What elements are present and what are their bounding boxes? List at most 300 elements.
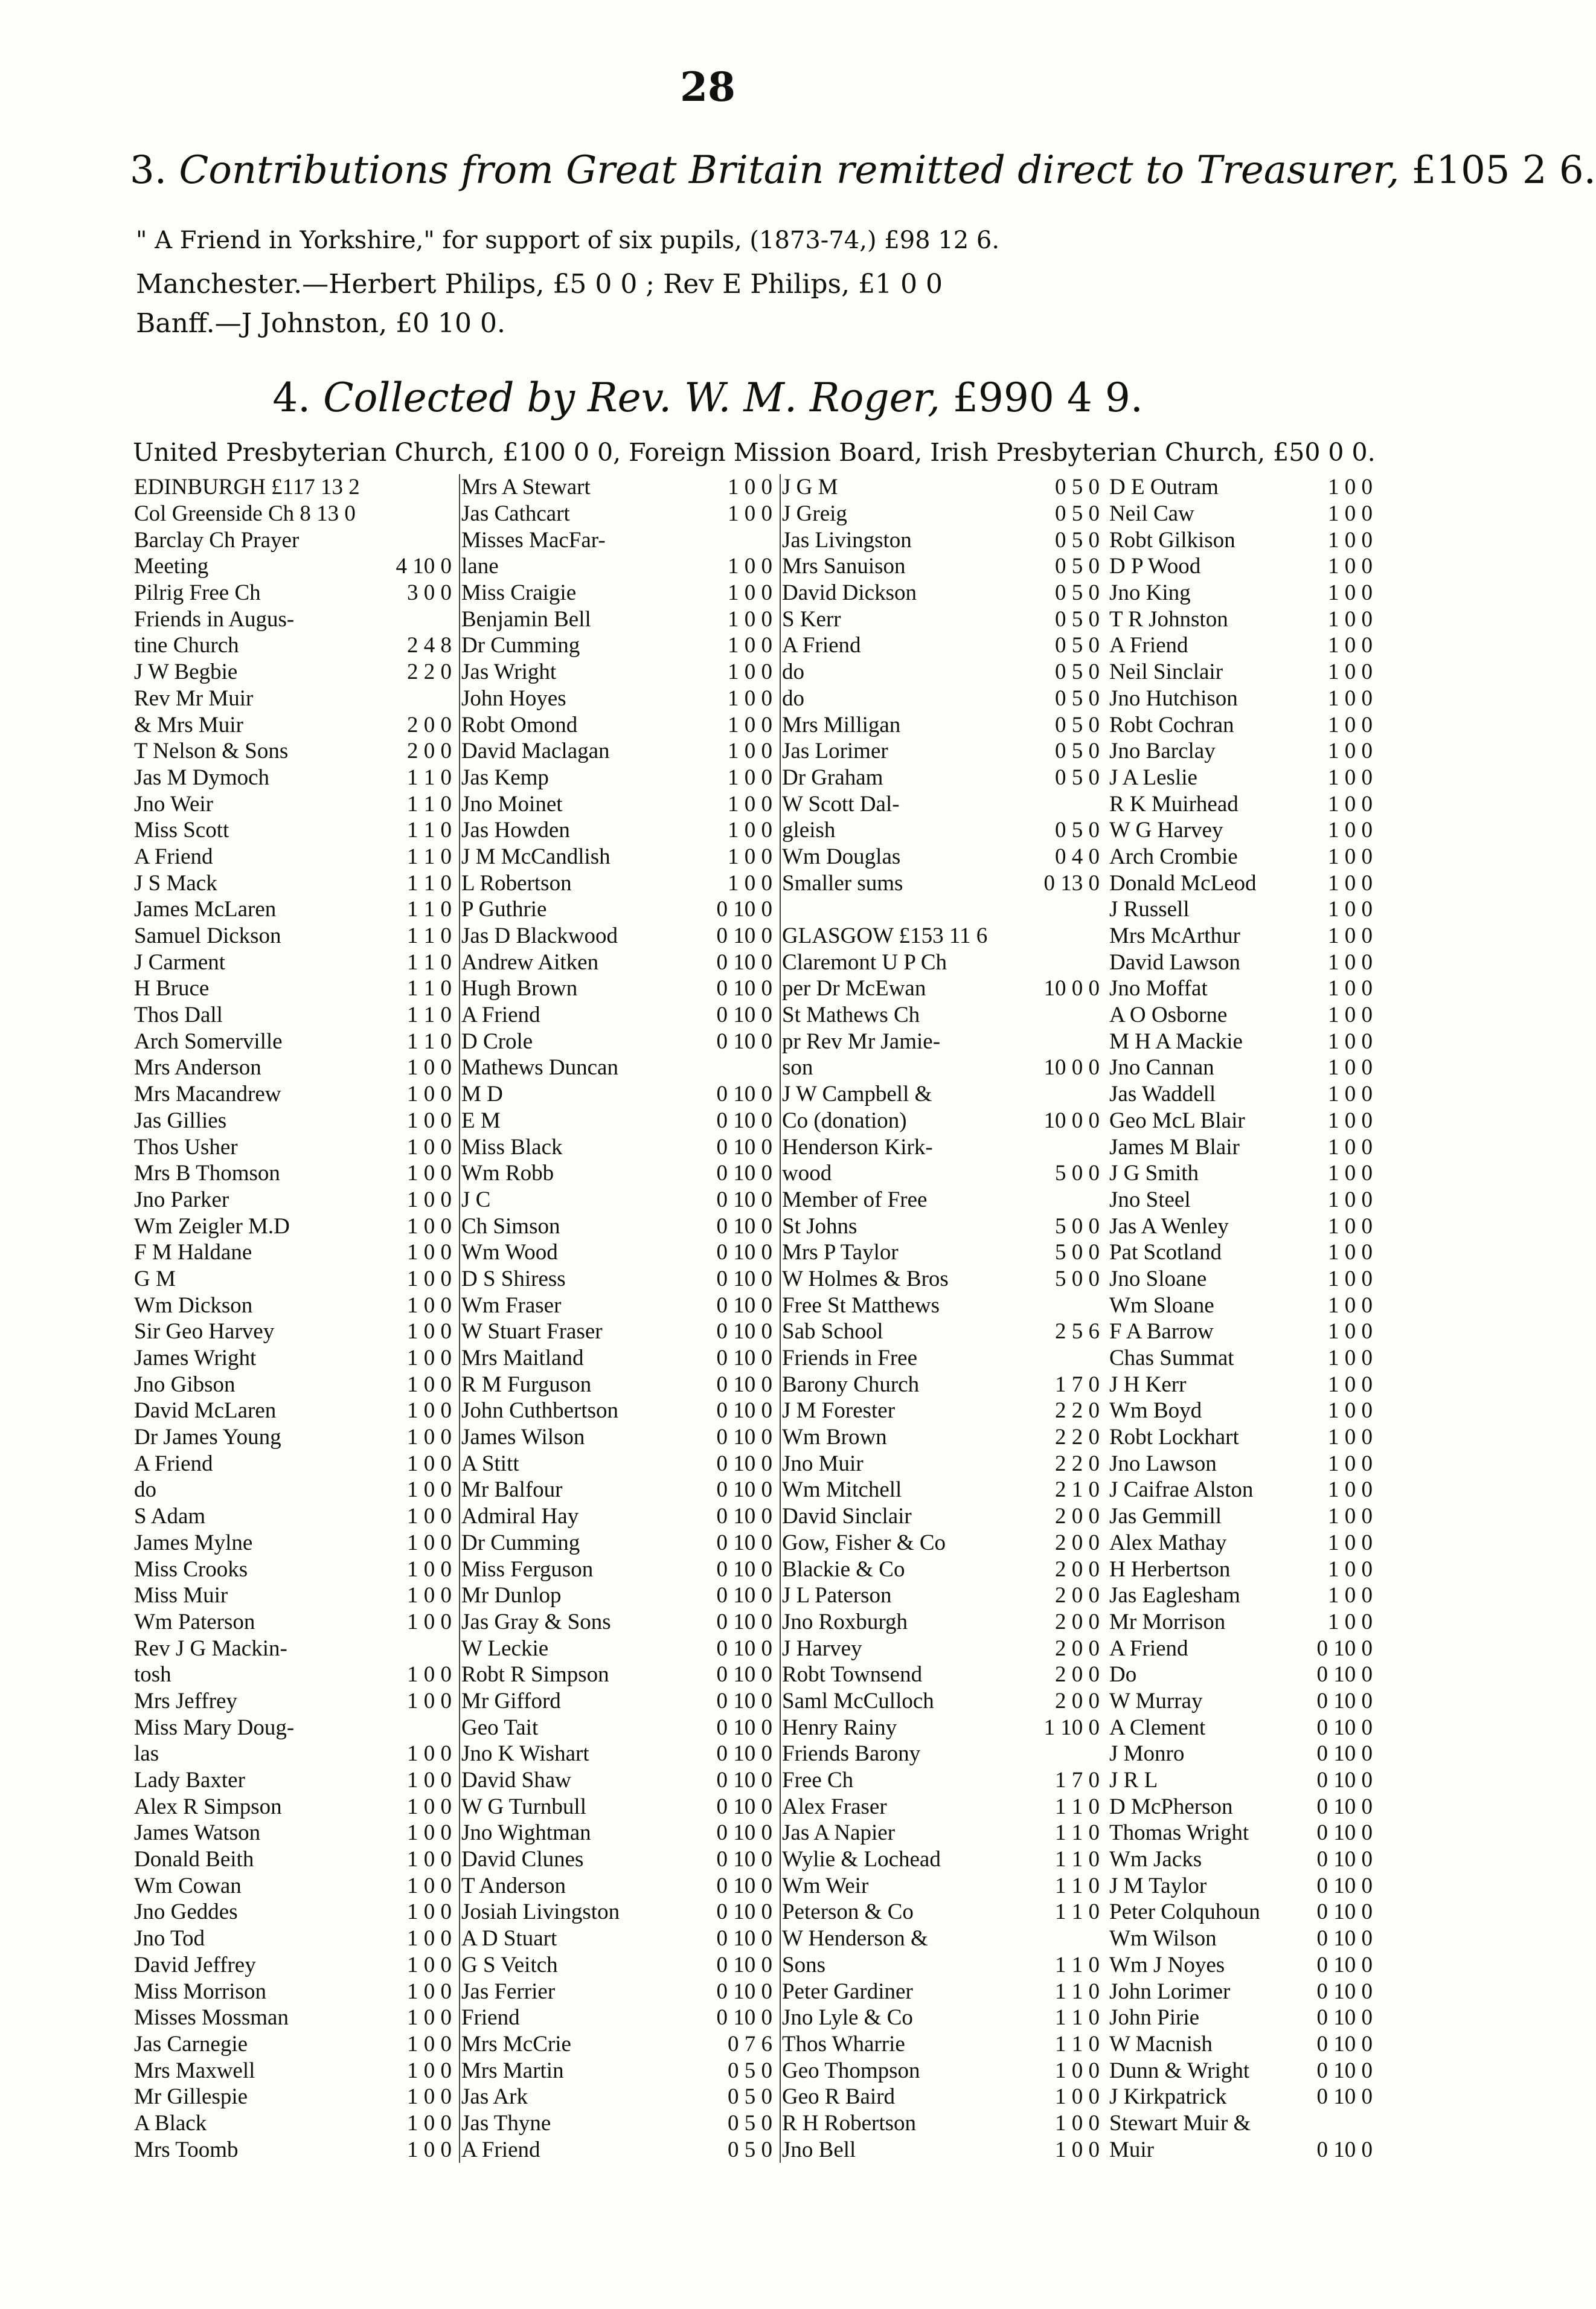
- subscription-amount: 1 0 0: [407, 1134, 452, 1160]
- subscriber-name: Wm Zeigler M.D: [134, 1213, 290, 1239]
- subscriber-entry: [134, 870, 459, 896]
- subscriber-name: J Carment: [134, 949, 226, 975]
- subscription-amount: 1 0 0: [1328, 475, 1373, 500]
- subscription-amount: 0 5 0: [1055, 633, 1100, 658]
- subscriber-name: Friend: [461, 2005, 520, 2031]
- subscriber-entry: [461, 1213, 780, 1239]
- subscriber-name: Mrs A Stewart: [461, 475, 591, 500]
- subscriber-entry: [134, 923, 459, 949]
- subscription-amount: 0 10 0: [716, 1003, 772, 1028]
- subscriber-name: do: [134, 1477, 156, 1503]
- subscription-amount: 0 10 0: [1316, 1688, 1373, 1713]
- subscriber-name: Jno Roxburgh: [782, 1609, 908, 1634]
- subscriber-entry: [461, 1767, 780, 1794]
- subscriber-entry: [782, 1925, 1107, 1952]
- subscriber-entry: [1109, 2031, 1380, 2058]
- subscriber-name: Barony Church: [782, 1372, 920, 1397]
- subscription-amount: 1 0 0: [407, 1346, 452, 1371]
- subscription-amount: 0 5 0: [728, 2084, 772, 2110]
- subscriber-entry: [134, 1635, 459, 1662]
- subscriber-entry: [461, 870, 780, 896]
- subscriber-name: J H Kerr: [1109, 1372, 1187, 1397]
- subscriber-entry: [1109, 1925, 1380, 1952]
- subscription-amount: 3 0 0: [407, 580, 452, 606]
- subscription-amount: 0 10 0: [1316, 2137, 1373, 2162]
- subscriber-name: Jas D Blackwood: [461, 923, 618, 949]
- subscriber-name: Jno K Wishart: [461, 1741, 589, 1767]
- subscriber-name: J Caifrae Alston: [1109, 1477, 1254, 1503]
- subscriber-name: Samuel Dickson: [134, 923, 281, 949]
- subscriber-name: St Mathews Ch: [782, 1003, 920, 1028]
- subscription-amount: 2 0 0: [407, 712, 452, 737]
- subscriber-name: Neil Caw: [1109, 501, 1194, 527]
- subscriber-entry: [1109, 1450, 1380, 1477]
- subscriber-entry: [461, 1318, 780, 1345]
- subscriber-name: Dr Cumming: [461, 633, 580, 658]
- subscriber-entry: [782, 1741, 1107, 1767]
- subscriber-entry: [1109, 1292, 1380, 1318]
- subscriber-name: Mr Balfour: [461, 1477, 563, 1503]
- subscriber-name: Jno Moffat: [1109, 976, 1208, 1001]
- subscriber-entry: [782, 1872, 1107, 1899]
- subscriber-name: David McLaren: [134, 1398, 277, 1424]
- subscriber-entry: [461, 1134, 780, 1160]
- subscriber-name: Thos Usher: [134, 1134, 238, 1160]
- subscriber-entry: [461, 2136, 780, 2163]
- subscriber-name: W Henderson &: [782, 1926, 928, 1951]
- subscription-amount: 0 10 0: [716, 976, 772, 1001]
- subscriber-name: J G Smith: [1109, 1161, 1199, 1186]
- subscriber-entry: [461, 2005, 780, 2031]
- subscriber-entry: [1109, 1213, 1380, 1239]
- subscriber-name: Miss Muir: [134, 1583, 228, 1608]
- subscription-amount: 1 0 0: [1328, 949, 1373, 975]
- subscriber-name: Wm Jacks: [1109, 1847, 1202, 1872]
- subscriber-name: Alex Fraser: [782, 1794, 887, 1819]
- subscriber-name: Smaller sums: [782, 870, 903, 896]
- subscription-amount: 1 0 0: [1055, 2137, 1100, 2162]
- subscriber-entry: [134, 2005, 459, 2031]
- subscription-amount: 2 0 0: [1055, 1636, 1100, 1661]
- subscription-amount: 1 0 0: [407, 1900, 452, 1925]
- subscriber-entry: [1109, 1081, 1380, 1108]
- subscriber-name: Henry Rainy: [782, 1715, 897, 1740]
- subscription-amount: 2 0 0: [1055, 1609, 1100, 1634]
- subscriber-name: Dr James Young: [134, 1425, 281, 1450]
- subscription-amount: 0 10 0: [1316, 1636, 1373, 1661]
- subscriber-name: Wm Brown: [782, 1425, 887, 1450]
- subscriber-entry: [461, 2057, 780, 2084]
- subscriber-name: Barclay Ch Prayer: [134, 527, 300, 553]
- subscriber-entry: [134, 2110, 459, 2137]
- subscription-amount: 0 5 0: [1055, 739, 1100, 764]
- subscriber-entry: [1109, 923, 1380, 949]
- subscriber-entry: [134, 791, 459, 817]
- subscriber-name: Mrs Martin: [461, 2058, 564, 2083]
- subscriber-entry: [782, 686, 1107, 712]
- subscription-amount: 1 0 0: [407, 1768, 452, 1793]
- subscriber-entry: [1109, 632, 1380, 659]
- section-3-amount: £105 2 6.: [1411, 148, 1596, 193]
- subscriber-name: Peter Gardiner: [782, 1979, 913, 2004]
- subscriber-entry: [1109, 1477, 1380, 1503]
- subscriber-name: & Mrs Muir: [134, 712, 243, 737]
- subscriber-name: A Friend: [461, 1003, 540, 1028]
- subscriber-entry: [782, 632, 1107, 659]
- subscriber-entry: [782, 711, 1107, 738]
- subscriber-name: Wm Weir: [782, 1873, 869, 1898]
- subscription-amount: 1 1 0: [1055, 2031, 1100, 2057]
- subscriber-entry: [1109, 1318, 1380, 1345]
- subscription-amount: 0 10 0: [1316, 1768, 1373, 1793]
- subscriber-name: Co (donation): [782, 1108, 907, 1133]
- subscription-amount: 1 0 0: [1328, 1134, 1373, 1160]
- subscriber-name: Alex Mathay: [1109, 1530, 1227, 1555]
- subscription-amount: 0 10 0: [716, 1372, 772, 1397]
- subscriber-entry: [1109, 844, 1380, 870]
- subscription-amount: 1 0 0: [407, 1293, 452, 1318]
- subscription-amount: 2 0 0: [1055, 1583, 1100, 1608]
- subscription-amount: 5 0 0: [1055, 1240, 1100, 1265]
- subscriber-entry: [461, 527, 780, 553]
- subscriber-entry: [134, 659, 459, 686]
- subscriber-entry: [134, 501, 459, 527]
- subscriber-entry: [461, 1503, 780, 1530]
- subscriber-name: Josiah Livingston: [461, 1900, 620, 1925]
- subscription-amount: 0 10 0: [716, 1900, 772, 1925]
- subscription-amount: 1 0 0: [407, 1873, 452, 1898]
- subscriber-entry: [1109, 1609, 1380, 1636]
- subscriber-entry: [1109, 1108, 1380, 1134]
- subscriber-name: St Johns: [782, 1213, 857, 1239]
- subscriber-name: Sons: [782, 1952, 825, 1977]
- subscriber-name: son: [782, 1055, 813, 1081]
- subscriber-entry: [134, 949, 459, 975]
- subscriber-name: Henderson Kirk-: [782, 1134, 933, 1160]
- subscription-amount: 1 0 0: [728, 660, 772, 685]
- subscriber-name: Mrs McArthur: [1109, 923, 1240, 949]
- subscriber-entry: [134, 2136, 459, 2163]
- subscriber-entry: [1109, 1266, 1380, 1293]
- subscription-amount: 0 10 0: [716, 1293, 772, 1318]
- subscriber-entry: [782, 1635, 1107, 1662]
- subscription-amount: 1 0 0: [1328, 1372, 1373, 1397]
- subscriber-entry: [782, 923, 1107, 949]
- subscription-amount: 1 0 0: [407, 1504, 452, 1529]
- subscriber-entry: [461, 1266, 780, 1293]
- subscriber-name: Dr Graham: [782, 765, 883, 790]
- subscription-amount: 0 10 0: [716, 949, 772, 975]
- subscription-amount: 1 0 0: [407, 1688, 452, 1713]
- subscriber-entry: [461, 1662, 780, 1688]
- subscriber-name: J W Campbell &: [782, 1082, 932, 1107]
- subscriber-entry: [461, 1292, 780, 1318]
- subscriber-entry: [461, 1556, 780, 1582]
- subscriber-entry: [134, 1371, 459, 1398]
- subscription-amount: 1 0 0: [1328, 1161, 1373, 1186]
- subscription-amount: 1 0 0: [728, 580, 772, 606]
- subscriber-name: Robt Cochran: [1109, 712, 1234, 737]
- subscriber-name: lane: [461, 554, 499, 579]
- subscriber-name: Arch Somerville: [134, 1029, 283, 1054]
- subscriber-name: Mr Morrison: [1109, 1609, 1226, 1634]
- subscriber-name: Wm Dickson: [134, 1293, 253, 1318]
- subscription-amount: 0 10 0: [716, 1926, 772, 1951]
- subscription-amount: 1 1 0: [407, 1003, 452, 1028]
- section-4-heading: [0, 374, 1415, 421]
- subscriber-name: Friends Barony: [782, 1741, 921, 1767]
- subscription-amount: 1 0 0: [407, 1926, 452, 1951]
- subscriber-name: Wm Robb: [461, 1161, 554, 1186]
- subscriber-name: A Friend: [134, 1451, 213, 1476]
- subscription-amount: 1 0 0: [1328, 1029, 1373, 1054]
- subscription-amount: 1 0 0: [407, 1240, 452, 1265]
- subscriber-name: Wm Wilson: [1109, 1926, 1217, 1951]
- subscriber-entry: [134, 817, 459, 844]
- subscriber-entry: [134, 1398, 459, 1424]
- subscription-amount: 1 0 0: [407, 1820, 452, 1846]
- subscriber-entry: [782, 870, 1107, 896]
- subscriber-name: Alex R Simpson: [134, 1794, 282, 1819]
- subscription-amount: 1 1 0: [407, 976, 452, 1001]
- subscriber-name: Meeting: [134, 554, 209, 579]
- section-3-title: Contributions from Great Britain remitted direct to Treasurer,: [179, 148, 1400, 193]
- subscriber-entry: [782, 1952, 1107, 1979]
- subscriber-entry: [461, 975, 780, 1002]
- subscriber-entry: [782, 1820, 1107, 1846]
- subscriber-entry: [782, 1556, 1107, 1582]
- subscription-amount: 0 5 0: [1055, 712, 1100, 737]
- subscriber-entry: [134, 1925, 459, 1952]
- subscriber-entry: [134, 2031, 459, 2058]
- subscription-amount: 1 1 0: [407, 844, 452, 869]
- subscriber-name: H Herbertson: [1109, 1556, 1231, 1582]
- subscription-amount: 1 0 0: [1328, 818, 1373, 843]
- subscriber-entry: [1109, 1635, 1380, 1662]
- subscriber-name: Col Greenside Ch 8 13 0: [134, 501, 356, 527]
- subscriber-name: Robt Lockhart: [1109, 1425, 1239, 1450]
- subscription-amount: 0 10 0: [1316, 2005, 1373, 2031]
- subscriber-entry: [1109, 2136, 1380, 2163]
- subscriber-entry: [1109, 975, 1380, 1002]
- subscription-amount: 0 10 0: [716, 1873, 772, 1898]
- subscription-amount: 5 0 0: [1055, 1213, 1100, 1239]
- subscription-amount: 0 10 0: [1316, 1873, 1373, 1898]
- subscription-amount: 0 10 0: [716, 1398, 772, 1424]
- subscriber-entry: [461, 501, 780, 527]
- subscriber-entry: [782, 1767, 1107, 1794]
- subscription-amount: 1 0 0: [407, 2031, 452, 2057]
- subscription-amount: 1 0 0: [1328, 1451, 1373, 1476]
- subscriber-entry: [461, 1872, 780, 1899]
- subscription-amount: 1 0 0: [407, 1583, 452, 1608]
- subscription-amount: 1 1 0: [407, 1029, 452, 1054]
- subscriber-name: Jno Wightman: [461, 1820, 591, 1846]
- subscriber-column-2: [461, 474, 781, 2163]
- subscriber-name: David Dickson: [782, 580, 917, 606]
- subscriber-entry: [134, 1688, 459, 1715]
- subscriber-entry: [461, 711, 780, 738]
- subscription-amount: 1 0 0: [1328, 606, 1373, 632]
- subscriber-name: Jas Kemp: [461, 765, 549, 790]
- subscription-amount: 0 10 0: [716, 2005, 772, 2031]
- page-number: 28: [680, 63, 736, 111]
- subscription-amount: 0 10 0: [716, 923, 772, 949]
- section-4-title: Collected by Rev. W. M. Roger,: [323, 374, 940, 421]
- subscriber-entry: [1109, 474, 1380, 501]
- subscriber-entry: [134, 580, 459, 606]
- subscriber-name: John Pirie: [1109, 2005, 1200, 2031]
- subscription-amount: 1 0 0: [407, 1662, 452, 1688]
- subscriber-name: Hugh Brown: [461, 976, 578, 1001]
- subscriber-entry: [1109, 1002, 1380, 1029]
- subscriber-name: L Robertson: [461, 870, 572, 896]
- subscriber-name: Wm Wood: [461, 1240, 558, 1265]
- subscriber-name: W Leckie: [461, 1636, 549, 1661]
- subscriber-entry: [461, 844, 780, 870]
- subscriber-entry: [461, 1081, 780, 1108]
- subscription-amount: 0 4 0: [1055, 844, 1100, 869]
- subscriber-name: gleish: [782, 818, 836, 843]
- subscriber-name: pr Rev Mr Jamie-: [782, 1029, 941, 1054]
- subscriber-name: Jas Gillies: [134, 1108, 227, 1133]
- subscriber-name: Jno Weir: [134, 791, 213, 817]
- subscriber-name: Sab School: [782, 1319, 883, 1344]
- subscriber-entry: [134, 1292, 459, 1318]
- subscriber-name: Wm Mitchell: [782, 1477, 902, 1503]
- subscriber-entry: [1109, 1530, 1380, 1556]
- subscriber-name: Jno Parker: [134, 1187, 229, 1212]
- subscriber-entry: [134, 1978, 459, 2005]
- subscriber-name: Jno Gibson: [134, 1372, 236, 1397]
- subscriber-entry: [782, 844, 1107, 870]
- subscriber-entry: [461, 791, 780, 817]
- subscriber-entry: [782, 659, 1107, 686]
- subscription-amount: 2 2 0: [1055, 1451, 1100, 1476]
- subscriber-name: Peter Colquhoun: [1109, 1900, 1260, 1925]
- subscriber-name: F A Barrow: [1109, 1319, 1214, 1344]
- subscription-amount: 0 5 0: [1055, 554, 1100, 579]
- subscriber-name: Jas Gray & Sons: [461, 1609, 611, 1634]
- subscriber-name: Sir Geo Harvey: [134, 1319, 275, 1344]
- subscription-amount: 1 0 0: [1328, 923, 1373, 949]
- subscriber-name: R M Furguson: [461, 1372, 592, 1397]
- subscription-amount: 0 5 0: [1055, 606, 1100, 632]
- subscriber-entry: [1109, 1899, 1380, 1925]
- subscription-amount: 1 0 0: [1328, 1108, 1373, 1133]
- subscriber-entry: [461, 1160, 780, 1187]
- subscription-amount: 0 10 0: [716, 1688, 772, 1713]
- subscriber-name: Jas Gemmill: [1109, 1504, 1222, 1529]
- subscriber-name: John Cuthbertson: [461, 1398, 619, 1424]
- subscriber-entry: [1109, 1978, 1380, 2005]
- subscriber-name: J M Taylor: [1109, 1873, 1207, 1898]
- subscriber-name: Jas Cathcart: [461, 501, 570, 527]
- subscriber-name: Mr Gifford: [461, 1688, 561, 1713]
- subscription-amount: 1 0 0: [407, 1161, 452, 1186]
- subscriber-name: Mr Gillespie: [134, 2084, 248, 2110]
- subscriber-entry: [134, 1820, 459, 1846]
- subscriber-entry: [461, 1028, 780, 1055]
- subscriber-name: Jno Muir: [782, 1451, 864, 1476]
- subscriber-name: A Friend: [134, 844, 213, 869]
- subscriber-name: J Harvey: [782, 1636, 862, 1661]
- subscriber-entry: [1109, 527, 1380, 553]
- subscriber-entry: [782, 474, 1107, 501]
- subscriber-entry: [782, 896, 1107, 923]
- subscriber-entry: [782, 1424, 1107, 1451]
- subscriber-entry: [782, 1345, 1107, 1372]
- subscriber-name: Miss Mary Doug-: [134, 1715, 295, 1740]
- subscriber-name: Jas Ferrier: [461, 1979, 556, 2004]
- subscriber-name: per Dr McEwan: [782, 976, 926, 1001]
- subscriber-name: Rev J G Mackin-: [134, 1636, 287, 1661]
- subscriber-name: Jas Thyne: [461, 2110, 551, 2136]
- subscriber-name: Wm Cowan: [134, 1873, 242, 1898]
- subscription-amount: 1 1 0: [407, 897, 452, 922]
- subscriber-entry: [134, 474, 459, 501]
- subscriber-name: Mathews Duncan: [461, 1055, 618, 1081]
- subscriber-entry: [1109, 1160, 1380, 1187]
- subscription-amount: 0 5 0: [728, 2058, 772, 2083]
- subscriber-name: J Kirkpatrick: [1109, 2084, 1227, 2110]
- subscriber-entry: [134, 1872, 459, 1899]
- subscriber-name: W G Harvey: [1109, 818, 1223, 843]
- subscription-amount: 1 1 0: [1055, 1979, 1100, 2004]
- subscriber-entry: [782, 1714, 1107, 1741]
- subscriber-entry: [1109, 1187, 1380, 1213]
- subscriber-name: wood: [782, 1161, 832, 1186]
- subscription-amount: 1 0 0: [407, 1372, 452, 1397]
- subscriber-entry: [782, 1187, 1107, 1213]
- subscription-amount: 0 10 0: [716, 1847, 772, 1872]
- subscriber-entry: [461, 1002, 780, 1029]
- subscription-amount: 0 5 0: [1055, 686, 1100, 711]
- subscription-amount: 1 0 0: [407, 2137, 452, 2162]
- subscriber-entry: [134, 1055, 459, 1081]
- subscriber-name: A Clement: [1109, 1715, 1206, 1740]
- subscription-amount: 0 10 0: [716, 1266, 772, 1291]
- subscription-amount: 1 0 0: [1328, 1003, 1373, 1028]
- subscription-amount: 0 10 0: [716, 1108, 772, 1133]
- subscriber-entry: [461, 1714, 780, 1741]
- subscriber-name: Jno Steel: [1109, 1187, 1191, 1212]
- subscription-amount: 1 0 0: [1328, 527, 1373, 553]
- subscriber-entry: [134, 1450, 459, 1477]
- subscription-amount: 1 1 0: [407, 818, 452, 843]
- subscription-amount: 0 10 0: [716, 897, 772, 922]
- subscriber-entry: [461, 1530, 780, 1556]
- subscriber-entry: [134, 1213, 459, 1239]
- subscriber-entry: [461, 738, 780, 765]
- subscriber-name: Mrs B Thomson: [134, 1161, 280, 1186]
- subscription-amount: 1 0 0: [407, 1213, 452, 1239]
- subscriber-entry: [1109, 606, 1380, 632]
- subscriber-entry: [782, 1134, 1107, 1160]
- subscription-amount: 0 5 0: [1055, 765, 1100, 790]
- subscription-amount: 0 10 0: [716, 1425, 772, 1450]
- subscriber-name: J M Forester: [782, 1398, 896, 1424]
- subscriber-entry: [461, 1688, 780, 1715]
- subscription-amount: 1 1 0: [407, 949, 452, 975]
- subscriber-entry: [461, 1846, 780, 1873]
- subscription-amount: 1 0 0: [728, 739, 772, 764]
- subscription-amount: 1 0 0: [1328, 1346, 1373, 1371]
- subscriber-name: Wm Fraser: [461, 1293, 562, 1318]
- subscriber-name: Member of Free: [782, 1187, 928, 1212]
- subscription-amount: 1 0 0: [407, 1952, 452, 1977]
- subscription-amount: 1 0 0: [1328, 1319, 1373, 1344]
